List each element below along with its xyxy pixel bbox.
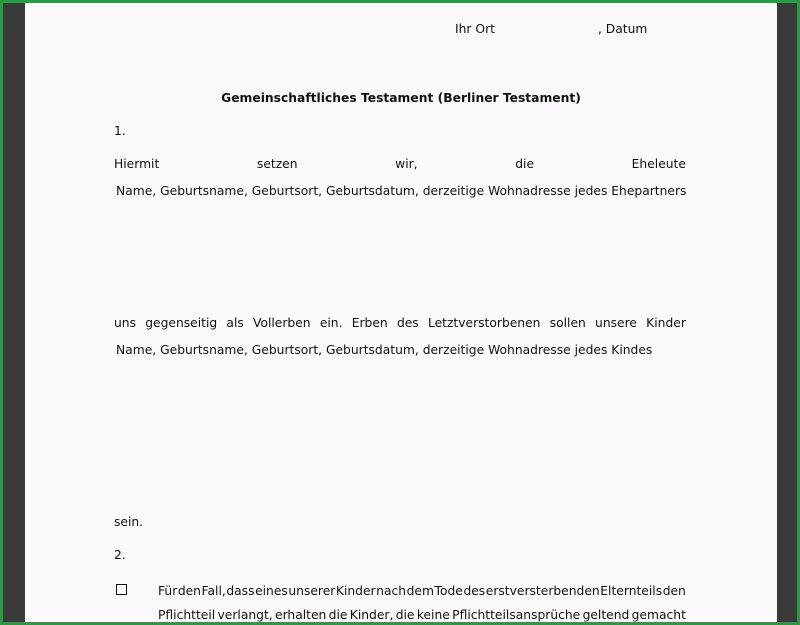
option-checkbox[interactable]: [116, 584, 127, 595]
word: eines: [255, 584, 288, 598]
word: die: [328, 608, 348, 622]
word: den: [177, 584, 201, 598]
heirs-sentence: [114, 316, 686, 330]
section-2-number: 2.: [114, 548, 126, 562]
word: Kinder: [335, 584, 376, 598]
section-1-number: 1.: [114, 124, 126, 138]
children-hint: Name, Geburtsname, Geburtsort, Geburtsdatum, derzeitige Wohnadresse jedes Kindes: [116, 343, 653, 357]
word: Tode: [434, 584, 463, 598]
word: gegenseitig: [145, 316, 218, 330]
word: des: [463, 584, 486, 598]
word: uns: [114, 316, 136, 330]
section-1-closing: sein.: [114, 515, 144, 529]
document-page: [25, 3, 777, 622]
word: gemacht: [631, 608, 686, 622]
word: verlangt,: [217, 608, 273, 622]
word: setzen: [256, 157, 298, 171]
word: die: [515, 157, 535, 171]
word: dass: [226, 584, 255, 598]
word: ein.: [319, 316, 343, 330]
word: dem: [406, 584, 434, 598]
document-viewer[interactable]: [3, 3, 797, 622]
option-text-line-2: [158, 608, 686, 622]
word: keine: [416, 608, 450, 622]
spouses-sentence: [114, 157, 686, 171]
word: Für: [158, 584, 178, 598]
word: Pflichtteil: [158, 608, 216, 622]
word: Eheleute: [631, 157, 686, 171]
word: erhalten: [275, 608, 327, 622]
word: Erben: [351, 316, 388, 330]
word: sollen: [549, 316, 586, 330]
word: unsere: [595, 316, 637, 330]
word: Fall,: [201, 584, 226, 598]
word: Letztverstorbenen: [427, 316, 541, 330]
word: als: [226, 316, 244, 330]
word: die: [395, 608, 415, 622]
word: Kinder: [646, 316, 686, 330]
word: nach: [376, 584, 407, 598]
word: Pflichtteilsansprüche: [452, 608, 581, 622]
word: Elternteils: [600, 584, 663, 598]
date-field: , Datum: [597, 22, 648, 36]
word: den: [662, 584, 686, 598]
word: geltend: [582, 608, 630, 622]
document-title: Gemeinschaftliches Testament (Berliner Testament): [221, 91, 581, 105]
word: erstversterbenden: [485, 584, 600, 598]
word: Hiermit: [114, 157, 160, 171]
place-field: Ihr Ort: [455, 22, 495, 36]
word: wir,: [395, 157, 418, 171]
place-date-line: [455, 22, 647, 36]
word: unserer: [288, 584, 336, 598]
word: Kinder,: [349, 608, 394, 622]
word: des: [396, 316, 419, 330]
spouses-hint: Name, Geburtsname, Geburtsort, Geburtsdatum, derzeitige Wohnadresse jedes Ehepartners: [116, 184, 687, 198]
word: Vollerben: [252, 316, 311, 330]
option-text-line-1: [158, 584, 686, 598]
